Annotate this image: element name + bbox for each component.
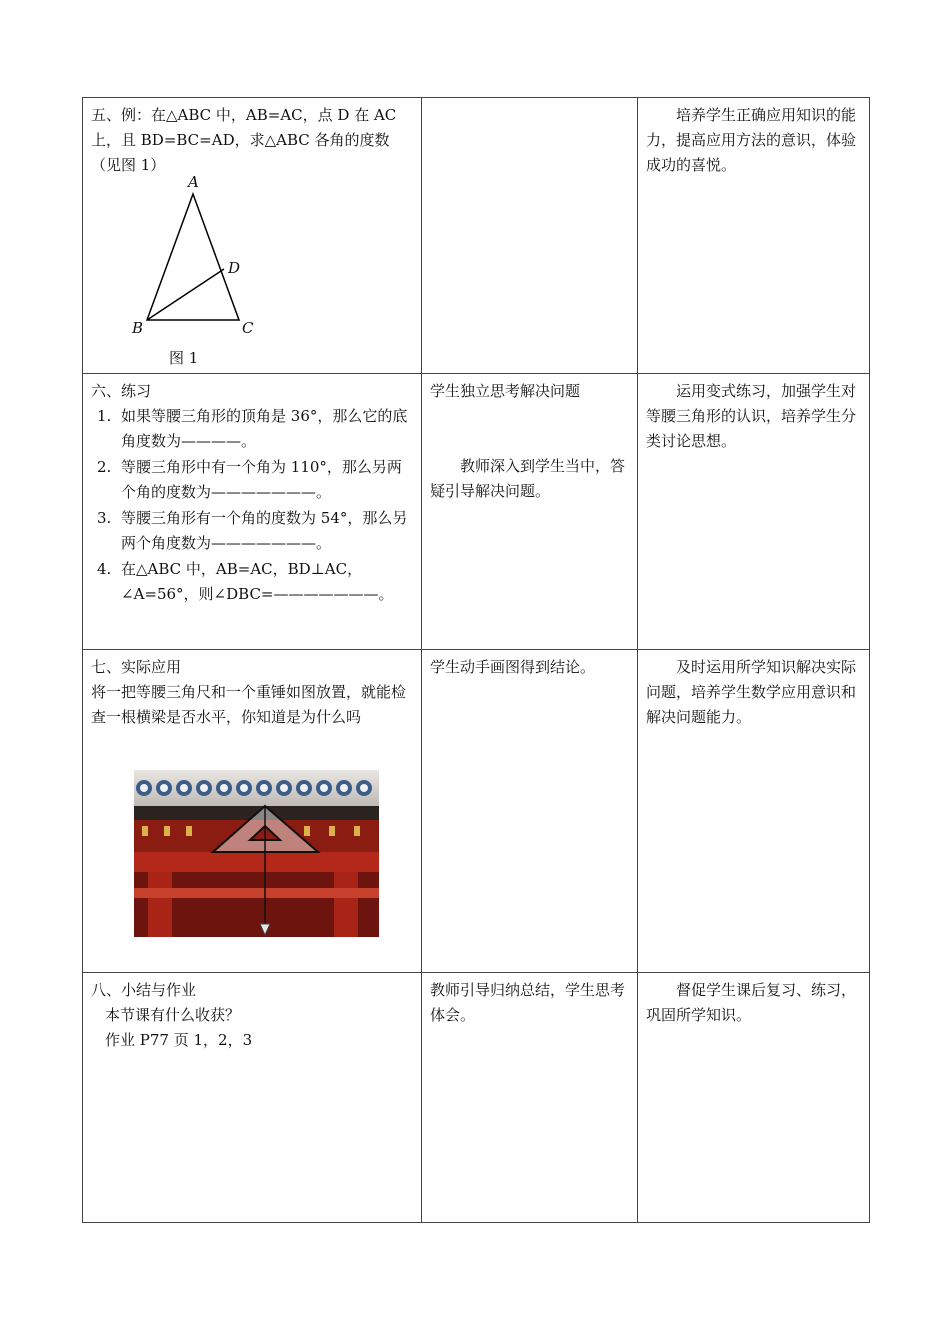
segment-bd <box>147 269 224 320</box>
summary-homework: 作业 P77 页 1，2，3 <box>105 1031 253 1049</box>
practice-item-text: 等腰三角形中有一个角为 110°，那么另两个角的度数为———————。 <box>121 458 402 501</box>
triangle-figure <box>111 173 311 368</box>
practice-item-number: 2. <box>97 458 112 476</box>
vertex-label-d: D <box>228 259 241 277</box>
example-goal-text: 培养学生正确应用知识的能力，提高应用方法的意识，体验成功的喜悦。 <box>646 106 857 174</box>
vertex-label-c: C <box>242 319 254 337</box>
practice-item <box>91 557 413 607</box>
application-title: 七、实际应用 <box>91 658 182 676</box>
practice-list <box>91 404 413 607</box>
application-text: 将一把等腰三角尺和一个重锤如图放置，就能检查一根横梁是否水平，你知道是为什么吗 <box>91 683 407 726</box>
practice-goal-text: 运用变式练习，加强学生对等腰三角形的认识，培养学生分类讨论思想。 <box>646 382 857 450</box>
application-goal-text: 及时运用所学知识解决实际问题，培养学生数学应用意识和解决问题能力。 <box>646 658 857 726</box>
row-example <box>83 98 870 374</box>
practice-item-text: 如果等腰三角形的顶角是 36°，那么它的底角度数为————。 <box>121 407 408 450</box>
practice-activity-line1: 学生独立思考解决问题 <box>430 382 581 400</box>
beam-level-illustration <box>134 770 379 937</box>
summary-content-cell <box>83 973 422 1223</box>
example-activity-cell <box>422 98 638 374</box>
summary-activity-text: 教师引导归纳总结，学生思考体会。 <box>430 981 626 1024</box>
summary-activity-cell <box>422 973 638 1223</box>
practice-item-number: 4. <box>97 560 112 578</box>
application-activity-cell <box>422 650 638 973</box>
practice-item <box>91 506 413 556</box>
summary-title: 八、小结与作业 <box>91 981 197 999</box>
application-content-cell <box>83 650 422 973</box>
summary-goal-text: 督促学生课后复习、练习，巩固所学知识。 <box>646 981 857 1024</box>
lesson-plan-table <box>82 97 870 1223</box>
practice-item-text: 等腰三角形有一个角的度数为 54°，那么另两个角度数为———————。 <box>121 509 408 552</box>
example-goal-cell <box>638 98 870 374</box>
example-title: 五、例：在△ABC 中，AB=AC，点 D 在 AC 上，且 BD=BC=AD，求△ABC 各角的度数（见图 1） <box>91 106 397 174</box>
practice-title: 六、练习 <box>91 382 152 400</box>
practice-content-cell <box>83 374 422 650</box>
practice-item <box>91 455 413 505</box>
practice-item-text: 在△ABC 中，AB=AC，BD⊥AC，∠A=56°，则∠DBC=———————。 <box>121 560 394 603</box>
row-practice <box>83 374 870 650</box>
practice-item <box>91 404 413 454</box>
triangle-abc <box>147 194 239 320</box>
practice-goal-cell <box>638 374 870 650</box>
practice-item-number: 3. <box>97 509 112 527</box>
row-application <box>83 650 870 973</box>
practice-activity-cell <box>422 374 638 650</box>
practice-item-number: 1. <box>97 407 112 425</box>
example-content-cell <box>83 98 422 374</box>
vertex-label-b: B <box>132 319 144 337</box>
beam-level-photo <box>134 770 379 937</box>
application-activity-line1: 学生动手画图得到结论。 <box>430 658 596 676</box>
row-summary <box>83 973 870 1223</box>
summary-question: 本节课有什么收获？ <box>105 1006 241 1024</box>
summary-goal-cell <box>638 973 870 1223</box>
figure-caption: 图 1 <box>169 349 199 367</box>
practice-activity-line2: 教师深入到学生当中，答疑引导解决问题。 <box>430 457 626 500</box>
vertex-label-a: A <box>188 173 199 191</box>
application-goal-cell <box>638 650 870 973</box>
